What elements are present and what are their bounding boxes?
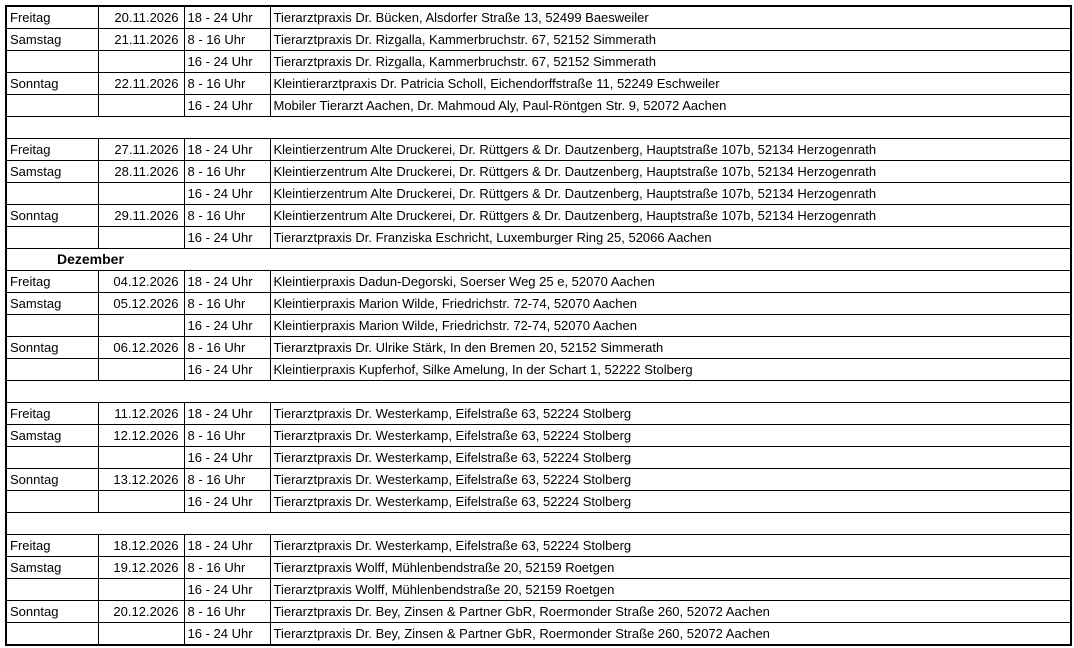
- time-cell: 16 - 24 Uhr: [184, 447, 270, 469]
- date-cell: [98, 491, 184, 513]
- schedule-row: [6, 161, 1071, 183]
- time-cell: 8 - 16 Uhr: [184, 73, 270, 95]
- day-cell: [6, 95, 98, 117]
- schedule-row: [6, 183, 1071, 205]
- emergency-vet-schedule-table: [5, 5, 1072, 646]
- schedule-row: [6, 535, 1071, 557]
- spacer-row: [6, 513, 1071, 535]
- practice-cell: Kleintierpraxis Marion Wilde, Friedrichstr. 72-74, 52070 Aachen: [270, 293, 1071, 315]
- practice-cell: Tierarztpraxis Dr. Westerkamp, Eifelstraße 63, 52224 Stolberg: [270, 469, 1071, 491]
- date-cell: 12.12.2026: [98, 425, 184, 447]
- schedule-row: [6, 469, 1071, 491]
- time-cell: 16 - 24 Uhr: [184, 579, 270, 601]
- schedule-row: [6, 51, 1071, 73]
- day-cell: Freitag: [6, 403, 98, 425]
- schedule-row: [6, 447, 1071, 469]
- time-cell: 16 - 24 Uhr: [184, 623, 270, 646]
- schedule-body: [6, 6, 1071, 645]
- day-cell: Sonntag: [6, 469, 98, 491]
- day-cell: Freitag: [6, 6, 98, 29]
- time-cell: 16 - 24 Uhr: [184, 315, 270, 337]
- time-cell: 16 - 24 Uhr: [184, 183, 270, 205]
- date-cell: [98, 95, 184, 117]
- time-cell: 8 - 16 Uhr: [184, 337, 270, 359]
- date-cell: [98, 579, 184, 601]
- practice-cell: Tierarztpraxis Dr. Ulrike Stärk, In den Bremen 20, 52152 Simmerath: [270, 337, 1071, 359]
- practice-cell: Tierarztpraxis Dr. Westerkamp, Eifelstraße 63, 52224 Stolberg: [270, 403, 1071, 425]
- schedule-row: [6, 623, 1071, 646]
- day-cell: Freitag: [6, 535, 98, 557]
- practice-cell: Kleintierpraxis Marion Wilde, Friedrichstr. 72-74, 52070 Aachen: [270, 315, 1071, 337]
- date-cell: [98, 183, 184, 205]
- spacer-cell: [6, 513, 1071, 535]
- schedule-row: [6, 557, 1071, 579]
- practice-cell: Tierarztpraxis Wolff, Mühlenbendstraße 20, 52159 Roetgen: [270, 579, 1071, 601]
- time-cell: 8 - 16 Uhr: [184, 29, 270, 51]
- date-cell: 20.12.2026: [98, 601, 184, 623]
- schedule-row: [6, 601, 1071, 623]
- date-cell: 13.12.2026: [98, 469, 184, 491]
- time-cell: 16 - 24 Uhr: [184, 359, 270, 381]
- time-cell: 8 - 16 Uhr: [184, 469, 270, 491]
- schedule-row: [6, 6, 1071, 29]
- practice-cell: Tierarztpraxis Wolff, Mühlenbendstraße 20, 52159 Roetgen: [270, 557, 1071, 579]
- practice-cell: Kleintierzentrum Alte Druckerei, Dr. Rüttgers & Dr. Dautzenberg, Hauptstraße 107b, 52134 Herzogenrath: [270, 205, 1071, 227]
- day-cell: Samstag: [6, 557, 98, 579]
- time-cell: 16 - 24 Uhr: [184, 95, 270, 117]
- schedule-row: [6, 293, 1071, 315]
- date-cell: 19.12.2026: [98, 557, 184, 579]
- day-cell: [6, 491, 98, 513]
- time-cell: 8 - 16 Uhr: [184, 293, 270, 315]
- day-cell: Sonntag: [6, 205, 98, 227]
- schedule-row: [6, 403, 1071, 425]
- day-cell: [6, 359, 98, 381]
- time-cell: 8 - 16 Uhr: [184, 425, 270, 447]
- day-cell: [6, 315, 98, 337]
- day-cell: Samstag: [6, 293, 98, 315]
- date-cell: [98, 227, 184, 249]
- day-cell: Sonntag: [6, 601, 98, 623]
- date-cell: 27.11.2026: [98, 139, 184, 161]
- practice-cell: Tierarztpraxis Dr. Rizgalla, Kammerbruchstr. 67, 52152 Simmerath: [270, 29, 1071, 51]
- date-cell: 22.11.2026: [98, 73, 184, 95]
- day-cell: [6, 183, 98, 205]
- practice-cell: Tierarztpraxis Dr. Westerkamp, Eifelstraße 63, 52224 Stolberg: [270, 447, 1071, 469]
- date-cell: 04.12.2026: [98, 271, 184, 293]
- practice-cell: Tierarztpraxis Dr. Westerkamp, Eifelstraße 63, 52224 Stolberg: [270, 535, 1071, 557]
- practice-cell: Kleintierzentrum Alte Druckerei, Dr. Rüttgers & Dr. Dautzenberg, Hauptstraße 107b, 52134 Herzogenrath: [270, 139, 1071, 161]
- day-cell: Sonntag: [6, 337, 98, 359]
- date-cell: [98, 359, 184, 381]
- date-cell: [98, 623, 184, 646]
- date-cell: 18.12.2026: [98, 535, 184, 557]
- practice-cell: Tierarztpraxis Dr. Bey, Zinsen & Partner GbR, Roermonder Straße 260, 52072 Aachen: [270, 623, 1071, 646]
- day-cell: Samstag: [6, 29, 98, 51]
- time-cell: 16 - 24 Uhr: [184, 227, 270, 249]
- date-cell: 05.12.2026: [98, 293, 184, 315]
- schedule-row: [6, 29, 1071, 51]
- schedule-row: [6, 139, 1071, 161]
- practice-cell: Kleintierzentrum Alte Druckerei, Dr. Rüttgers & Dr. Dautzenberg, Hauptstraße 107b, 52134 Herzogenrath: [270, 183, 1071, 205]
- day-cell: [6, 227, 98, 249]
- date-cell: 11.12.2026: [98, 403, 184, 425]
- time-cell: 18 - 24 Uhr: [184, 6, 270, 29]
- time-cell: 8 - 16 Uhr: [184, 161, 270, 183]
- date-cell: 29.11.2026: [98, 205, 184, 227]
- practice-cell: Tierarztpraxis Dr. Bey, Zinsen & Partner GbR, Roermonder Straße 260, 52072 Aachen: [270, 601, 1071, 623]
- practice-cell: Tierarztpraxis Dr. Westerkamp, Eifelstraße 63, 52224 Stolberg: [270, 491, 1071, 513]
- day-cell: Sonntag: [6, 73, 98, 95]
- time-cell: 18 - 24 Uhr: [184, 139, 270, 161]
- day-cell: Freitag: [6, 139, 98, 161]
- date-cell: [98, 315, 184, 337]
- month-heading: Dezember: [6, 249, 1071, 271]
- date-cell: [98, 51, 184, 73]
- schedule-row: [6, 271, 1071, 293]
- day-cell: [6, 623, 98, 646]
- time-cell: 16 - 24 Uhr: [184, 51, 270, 73]
- practice-cell: Kleintierpraxis Kupferhof, Silke Amelung, In der Schart 1, 52222 Stolberg: [270, 359, 1071, 381]
- schedule-row: [6, 227, 1071, 249]
- time-cell: 18 - 24 Uhr: [184, 271, 270, 293]
- schedule-row: [6, 315, 1071, 337]
- schedule-row: [6, 73, 1071, 95]
- schedule-row: [6, 95, 1071, 117]
- day-cell: Samstag: [6, 161, 98, 183]
- date-cell: [98, 447, 184, 469]
- time-cell: 8 - 16 Uhr: [184, 205, 270, 227]
- spacer-row: [6, 117, 1071, 139]
- spacer-cell: [6, 117, 1071, 139]
- schedule-row: [6, 337, 1071, 359]
- practice-cell: Tierarztpraxis Dr. Franziska Eschricht, Luxemburger Ring 25, 52066 Aachen: [270, 227, 1071, 249]
- spacer-row: [6, 381, 1071, 403]
- practice-cell: Tierarztpraxis Dr. Westerkamp, Eifelstraße 63, 52224 Stolberg: [270, 425, 1071, 447]
- day-cell: [6, 579, 98, 601]
- schedule-row: [6, 491, 1071, 513]
- day-cell: [6, 51, 98, 73]
- date-cell: 28.11.2026: [98, 161, 184, 183]
- time-cell: 8 - 16 Uhr: [184, 601, 270, 623]
- schedule-row: [6, 359, 1071, 381]
- spacer-cell: [6, 381, 1071, 403]
- time-cell: 8 - 16 Uhr: [184, 557, 270, 579]
- practice-cell: Tierarztpraxis Dr. Bücken, Alsdorfer Straße 13, 52499 Baesweiler: [270, 6, 1071, 29]
- date-cell: 06.12.2026: [98, 337, 184, 359]
- date-cell: 21.11.2026: [98, 29, 184, 51]
- schedule-row: [6, 425, 1071, 447]
- time-cell: 16 - 24 Uhr: [184, 491, 270, 513]
- practice-cell: Kleintierzentrum Alte Druckerei, Dr. Rüttgers & Dr. Dautzenberg, Hauptstraße 107b, 52134 Herzogenrath: [270, 161, 1071, 183]
- day-cell: Freitag: [6, 271, 98, 293]
- practice-cell: Tierarztpraxis Dr. Rizgalla, Kammerbruchstr. 67, 52152 Simmerath: [270, 51, 1071, 73]
- date-cell: 20.11.2026: [98, 6, 184, 29]
- schedule-row: [6, 579, 1071, 601]
- practice-cell: Kleintierpraxis Dadun-Degorski, Soerser Weg 25 e, 52070 Aachen: [270, 271, 1071, 293]
- day-cell: [6, 447, 98, 469]
- time-cell: 18 - 24 Uhr: [184, 535, 270, 557]
- month-heading-row: [6, 249, 1071, 271]
- time-cell: 18 - 24 Uhr: [184, 403, 270, 425]
- schedule-row: [6, 205, 1071, 227]
- practice-cell: Mobiler Tierarzt Aachen, Dr. Mahmoud Aly, Paul-Röntgen Str. 9, 52072 Aachen: [270, 95, 1071, 117]
- day-cell: Samstag: [6, 425, 98, 447]
- practice-cell: Kleintierarztpraxis Dr. Patricia Scholl, Eichendorffstraße 11, 52249 Eschweiler: [270, 73, 1071, 95]
